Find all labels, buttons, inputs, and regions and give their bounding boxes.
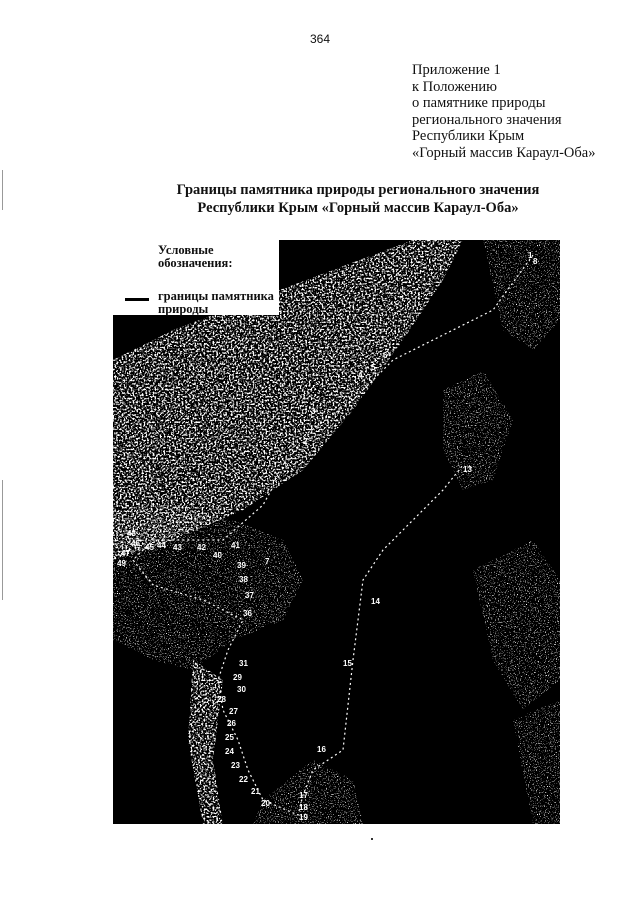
appendix-line: к Положению <box>412 78 497 95</box>
map-image <box>113 240 560 824</box>
point-label: 5 <box>371 363 376 372</box>
point-label: 47 <box>121 549 130 558</box>
point-label: 39 <box>237 561 246 570</box>
appendix-line: Приложение 1 <box>412 62 501 78</box>
scan-edge-mark <box>2 480 3 600</box>
point-label: 2 <box>303 437 308 446</box>
point-label: 29 <box>233 673 242 682</box>
point-label: 37 <box>245 591 254 600</box>
point-label: 28 <box>217 695 226 704</box>
point-label: 6 <box>383 351 388 360</box>
point-label: 45 <box>145 543 154 552</box>
point-label: 36 <box>243 609 252 618</box>
point-label: 42 <box>197 543 206 552</box>
point-label: 24 <box>225 747 234 756</box>
page-number: 364 <box>309 32 331 46</box>
point-label: 27 <box>229 707 238 716</box>
point-label: 13 <box>463 465 472 474</box>
point-label: 30 <box>237 685 246 694</box>
point-label: 49 <box>117 559 126 568</box>
appendix-line: «Горный массив Караул-Оба» <box>412 144 596 161</box>
legend-boundary-label: границы памятника природы <box>158 289 274 316</box>
appendix-line: Республики Крым <box>412 128 525 144</box>
point-label: 46 <box>131 539 140 548</box>
point-label: 23 <box>231 761 240 770</box>
point-label: 40 <box>213 551 222 560</box>
point-label: 41 <box>231 541 240 550</box>
point-label: 16 <box>317 745 326 754</box>
scan-artifact <box>371 838 373 840</box>
title-line: Границы памятника природы регионального значения <box>176 182 540 198</box>
point-label: 20 <box>261 799 270 808</box>
satellite-map <box>113 240 560 824</box>
appendix-line: о памятнике природы <box>412 95 546 111</box>
point-label: 8 <box>533 257 538 266</box>
appendix-line: регионального значения <box>412 111 562 128</box>
point-label: 26 <box>227 719 236 728</box>
legend-boundary-line-symbol <box>125 298 149 301</box>
title-line: Республики Крым «Горный массив Караул-Оба» <box>197 200 519 216</box>
point-label: 21 <box>251 787 260 796</box>
point-label: 17 <box>299 791 308 800</box>
point-label: 44 <box>157 541 166 550</box>
point-label: 15 <box>343 659 352 668</box>
point-label: 38 <box>239 575 248 584</box>
legend-title: Условные обозначения: <box>158 243 233 270</box>
point-label: 22 <box>239 775 248 784</box>
map-legend <box>113 240 279 315</box>
point-label: 18 <box>299 803 308 812</box>
scan-edge-mark <box>2 170 3 210</box>
point-label: 31 <box>239 659 248 668</box>
point-label: 3 <box>311 407 316 416</box>
point-label: 14 <box>371 597 380 606</box>
point-label: 4 <box>358 371 363 380</box>
point-label: 48 <box>127 529 136 538</box>
point-label: 1 <box>528 251 533 260</box>
point-label: 7 <box>265 557 270 566</box>
point-label: 43 <box>173 543 182 552</box>
document-title <box>0 181 640 217</box>
point-label: 19 <box>299 813 308 822</box>
point-label: 25 <box>225 733 234 742</box>
appendix-block <box>412 62 595 161</box>
